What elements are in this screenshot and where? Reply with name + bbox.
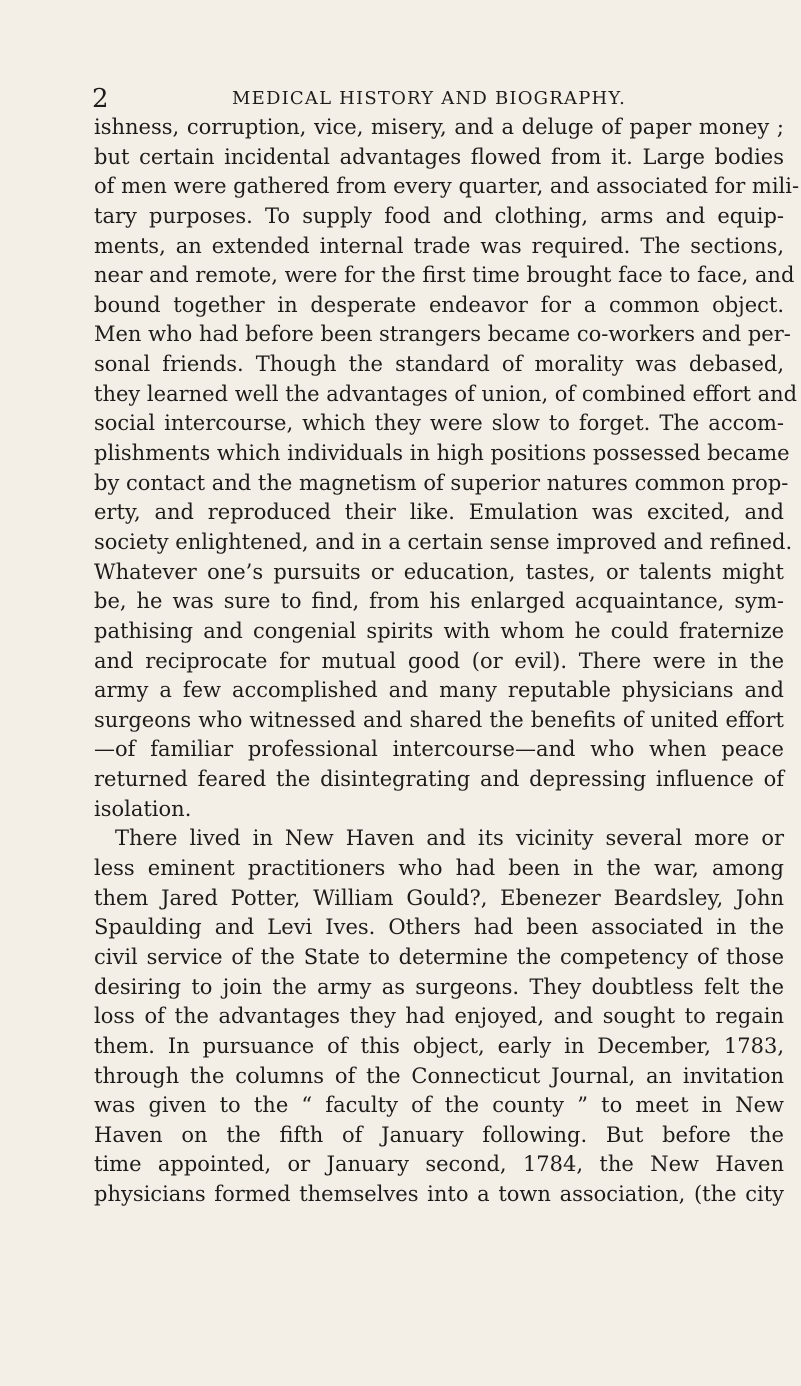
text-line: bound together in desperate endeavor for a common object. (94, 292, 784, 317)
paragraph (94, 113, 800, 824)
body-text (94, 113, 800, 1210)
text-line: less eminent practitioners who had been in the war, among (94, 856, 784, 881)
text-line: —of familiar professional intercourse—and who when peace (94, 737, 784, 762)
text-line: ishness, corruption, vice, misery, and a deluge of paper money ; (94, 115, 784, 139)
text-line: pathising and congenial spirits with whom he could fraternize (94, 618, 784, 643)
text-line: Haven on the fifth of January following. But before the (94, 1122, 784, 1147)
text-line: Whatever one’s pursuits or education, tastes, or talents might (94, 559, 784, 584)
text-line: plishments which individuals in high positions possessed became (94, 441, 790, 466)
text-line: civil service of the State to determine the competency of those (94, 944, 784, 969)
page-header (0, 78, 801, 118)
text-line: army a few accomplished and many reputable physicians and (94, 678, 784, 703)
text-line: desiring to join the army as surgeons. They doubtless felt the (94, 974, 784, 999)
text-line: was given to the “ faculty of the county ” to meet in New (94, 1093, 784, 1118)
page-number: 2 (92, 84, 109, 114)
text-line: loss of the advantages they had enjoyed, and sought to regain (94, 1004, 784, 1029)
text-line: of men were gathered from every quarter, and associated for mili- (94, 174, 800, 199)
text-line: There lived in New Haven and its vicinity several more or (115, 826, 784, 851)
text-line: and reciprocate for mutual good (or evil). There were in the (94, 648, 784, 673)
text-line: by contact and the magnetism of superior natures common prop- (94, 470, 789, 495)
text-line: them. In pursuance of this object, early in December, 1783, (94, 1033, 784, 1058)
text-line: time appointed, or January second, 1784, the New Haven (94, 1152, 784, 1177)
text-line: ments, an extended internal trade was required. The sections, (94, 233, 784, 258)
text-line: Spaulding and Levi Ives. Others had been associated in the (94, 915, 784, 940)
text-line: be, he was sure to find, from his enlarged acquaintance, sym- (94, 589, 784, 614)
text-line: returned feared the disintegrating and depressing influence of (94, 767, 784, 792)
text-line: society enlightened, and in a certain sense improved and refined. (94, 529, 793, 554)
text-line: surgeons who witnessed and shared the benefits of united effort (94, 707, 784, 732)
text-line: sonal friends. Though the standard of morality was debased, (94, 352, 784, 377)
text-line: erty, and reproduced their like. Emulation was excited, and (94, 500, 784, 525)
text-line: near and remote, were for the first time brought face to face, and (94, 263, 795, 288)
text-line: tary purposes. To supply food and clothing, arms and equip- (94, 203, 784, 228)
text-line: social intercourse, which they were slow to forget. The accom- (94, 411, 784, 436)
text-line: they learned well the advantages of union, of combined effort and (94, 381, 798, 406)
text-line: them Jared Potter, William Gould?, Ebenezer Beardsley, John (94, 885, 784, 910)
paragraph (94, 824, 784, 1209)
text-line: Men who had before been strangers became co-workers and per- (94, 322, 791, 347)
text-line: but certain incidental advantages flowed from it. Large bodies (94, 144, 784, 169)
running-head: MEDICAL HISTORY AND BIOGRAPHY. (232, 88, 627, 109)
text-line: through the columns of the Connecticut Journal, an invitation (94, 1063, 784, 1088)
text-line: isolation. (94, 796, 192, 821)
text-line: physicians formed themselves into a town association, (the city (94, 1182, 784, 1207)
